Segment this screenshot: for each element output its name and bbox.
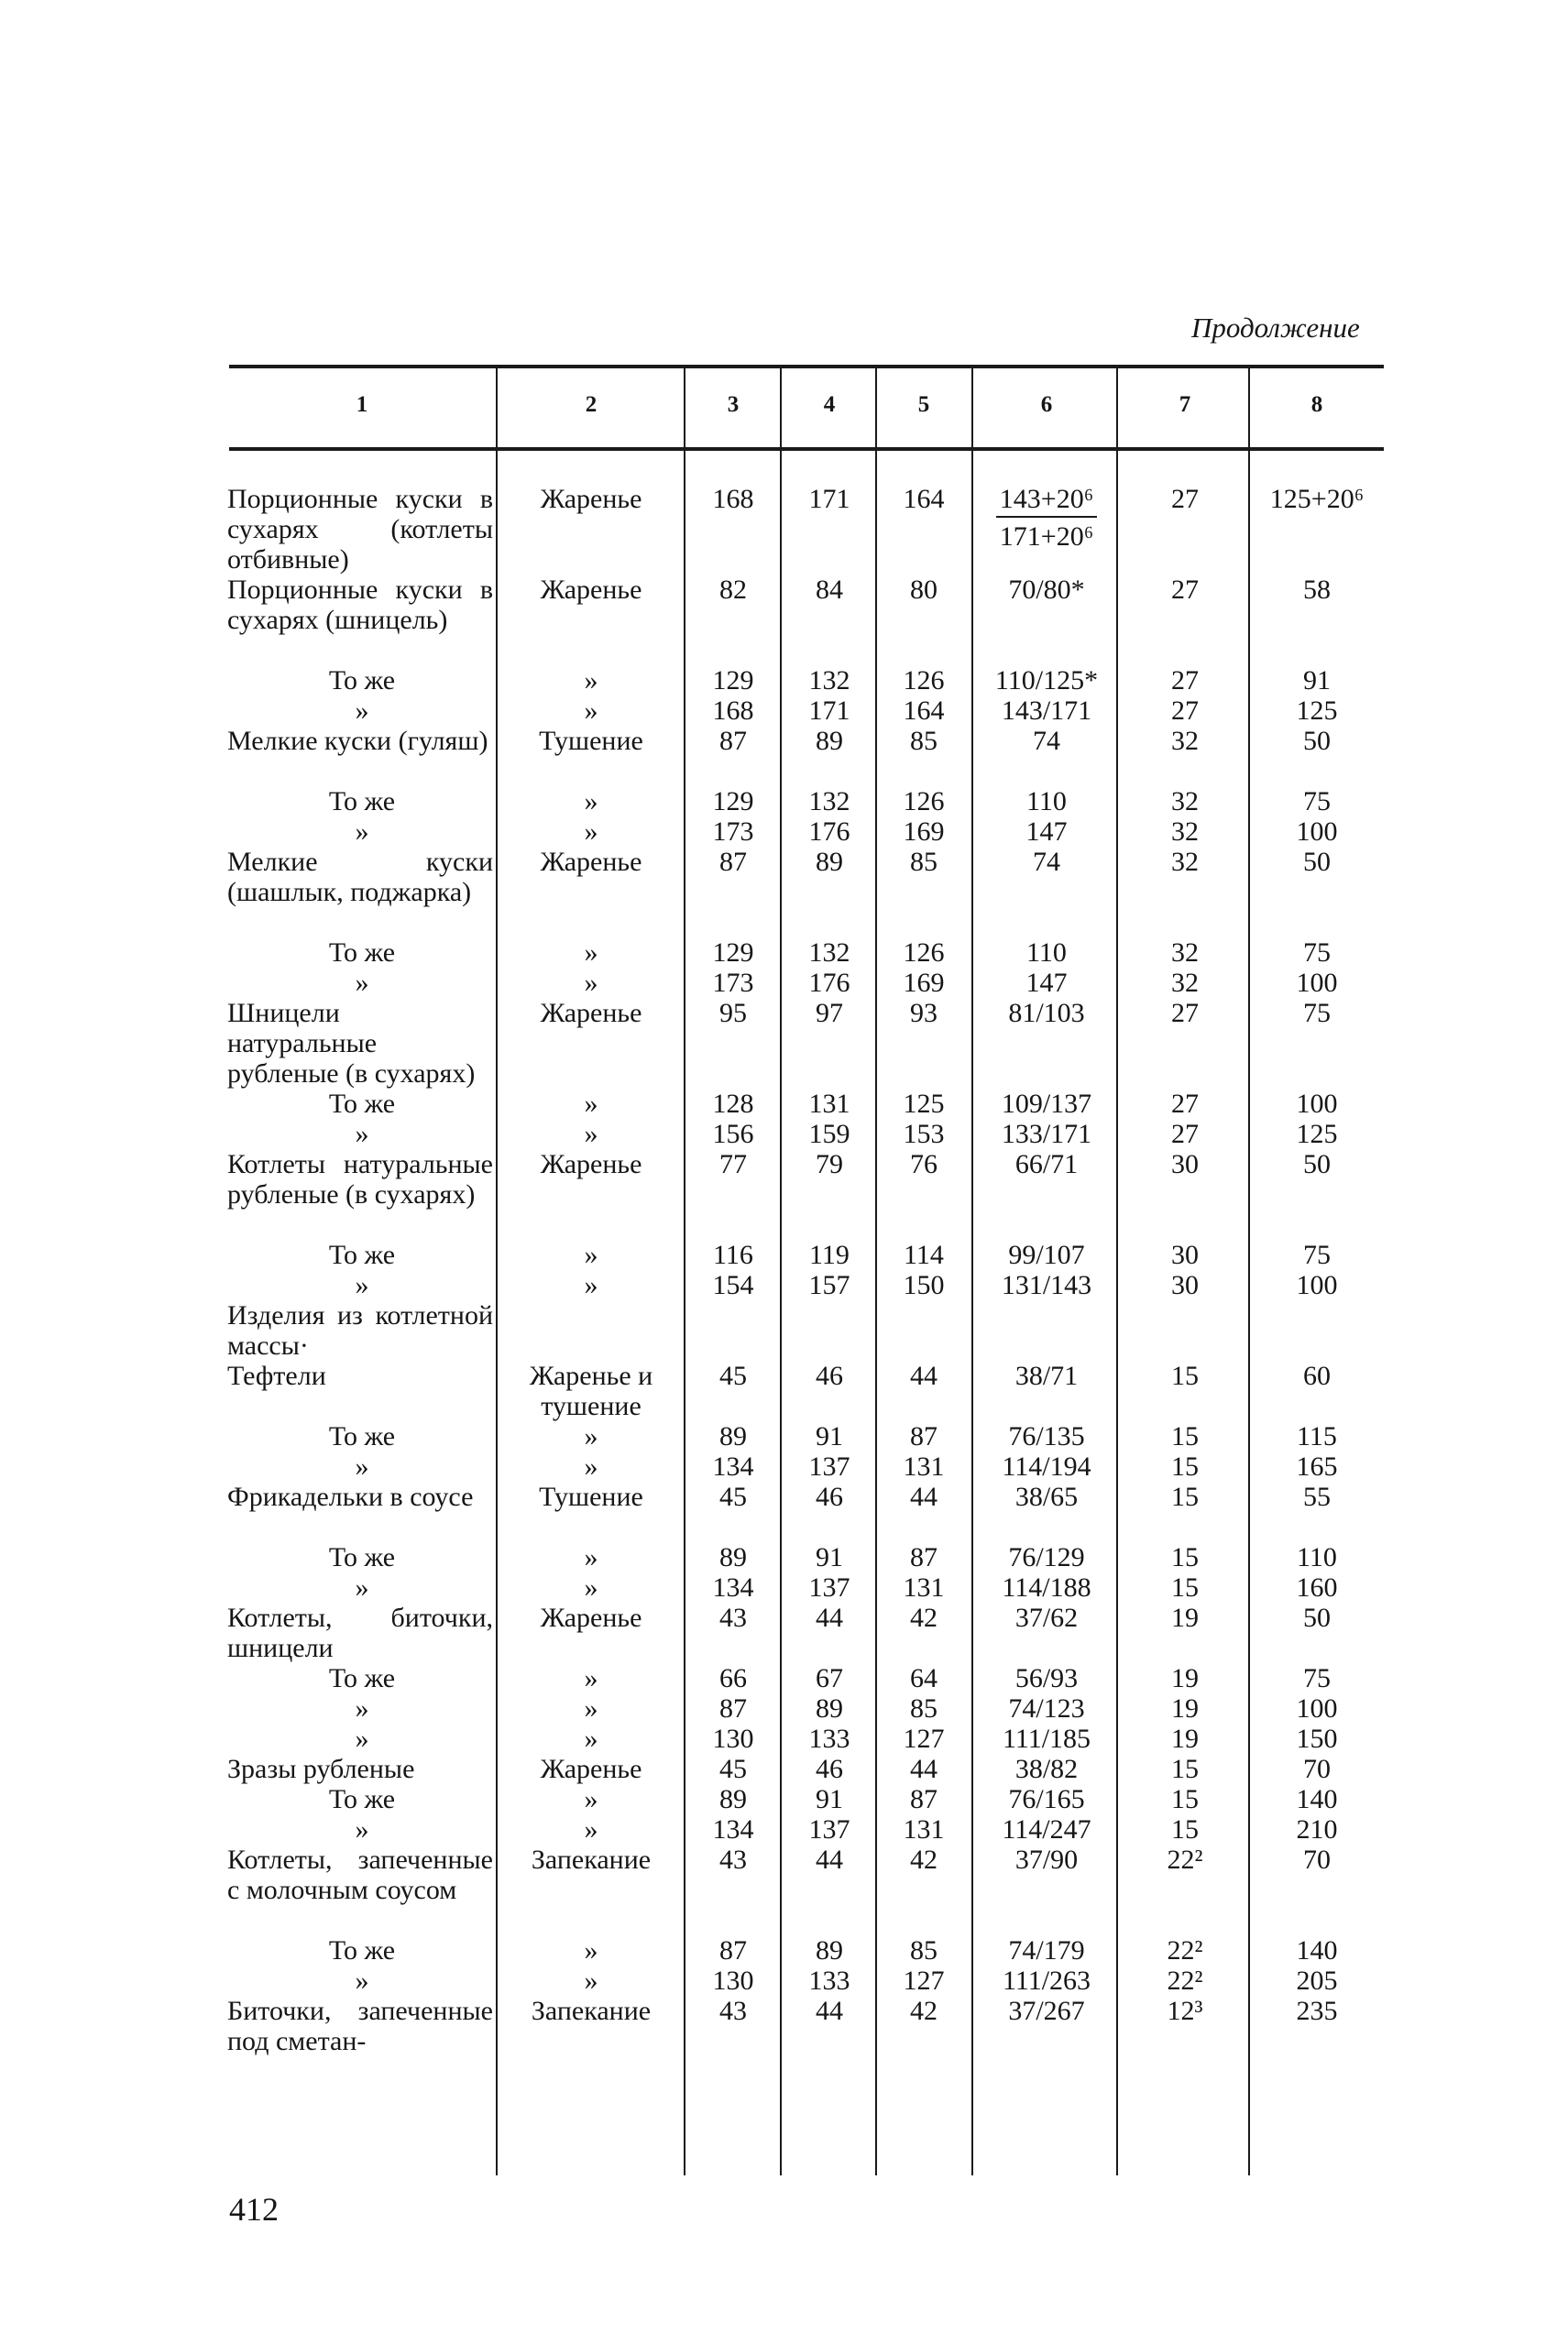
- cooking-method: »: [584, 1421, 598, 1451]
- column-header: 8: [1310, 392, 1323, 417]
- value-col8: 110: [1297, 1542, 1337, 1572]
- cooking-method: Жаренье: [540, 575, 642, 605]
- column-header: 5: [917, 392, 930, 417]
- value-col7: 19: [1171, 1663, 1199, 1693]
- cooking-method: »: [584, 786, 598, 816]
- continuation-label: Продолжение: [1191, 312, 1360, 344]
- value-col6: 109/137: [1001, 1089, 1092, 1119]
- cooking-method: Тушение: [539, 1482, 643, 1512]
- value-col4: 89: [816, 726, 843, 756]
- value-col5: 42: [910, 1603, 938, 1633]
- value-col6: 37/90: [1014, 1845, 1079, 1875]
- dish-name: То же: [328, 937, 396, 968]
- value-col3: 173: [712, 968, 754, 998]
- value-col7: 15: [1171, 1784, 1199, 1814]
- column-divider: [971, 368, 973, 2175]
- value-col8: 235: [1296, 1996, 1338, 2026]
- value-col4: 157: [808, 1270, 850, 1300]
- value-col7: 32: [1171, 968, 1199, 998]
- value-col7: 19: [1171, 1693, 1199, 1724]
- value-col6: 114/194: [1002, 1451, 1091, 1482]
- value-col5: 76: [910, 1149, 938, 1179]
- value-col6: 38/71: [1014, 1361, 1079, 1391]
- cooking-method: »: [584, 1240, 598, 1270]
- value-col4: 89: [816, 847, 843, 877]
- value-col5: 44: [910, 1754, 938, 1784]
- value-col3: 168: [712, 484, 754, 514]
- value-col4: 137: [808, 1814, 850, 1845]
- value-col3: 116: [713, 1240, 753, 1270]
- value-col5: 164: [903, 696, 945, 726]
- value-col5: 164: [903, 484, 945, 514]
- value-col5: 42: [910, 1996, 938, 2026]
- value-col3: 168: [712, 696, 754, 726]
- value-col7: 32: [1171, 937, 1199, 968]
- fraction-numerator: 143+20⁶: [996, 484, 1097, 518]
- value-col6: 74/123: [1008, 1693, 1085, 1724]
- cooking-method: »: [584, 1542, 598, 1572]
- value-col7: 27: [1171, 484, 1199, 514]
- value-col6: 99/107: [1008, 1240, 1085, 1270]
- value-col4: 131: [808, 1089, 850, 1119]
- cooking-method: Жаренье и тушение: [529, 1361, 653, 1421]
- value-col3: 43: [719, 1603, 747, 1633]
- dish-name: То же: [328, 1421, 396, 1451]
- value-col8: 50: [1303, 1149, 1331, 1179]
- value-col5: 85: [910, 847, 938, 877]
- value-col5: 127: [903, 1724, 945, 1754]
- value-col6: 110: [1026, 937, 1067, 968]
- cooking-method: Запекание: [531, 1996, 652, 2026]
- value-col3: 45: [719, 1754, 747, 1784]
- dish-name: Котлеты натуральные рубленые (в сухарях): [227, 1149, 493, 1210]
- value-col3: 129: [712, 937, 754, 968]
- value-col8: 100: [1296, 1270, 1338, 1300]
- value-col4: 91: [816, 1784, 843, 1814]
- dish-name: »: [355, 1270, 369, 1300]
- value-col6: 110: [1026, 786, 1067, 816]
- value-col8: 75: [1303, 937, 1331, 968]
- dish-name: »: [355, 1814, 369, 1845]
- cooking-method: Тушение: [539, 726, 643, 756]
- value-col8: 100: [1296, 968, 1338, 998]
- value-col3: 45: [719, 1361, 747, 1391]
- dish-name: Мелкие куски (гуляш): [227, 726, 488, 756]
- cooking-method: »: [584, 1693, 598, 1724]
- value-col5: 80: [910, 575, 938, 605]
- value-col6: 111/263: [1002, 1966, 1091, 1996]
- value-col7: 15: [1171, 1482, 1199, 1512]
- dish-name: Котлеты, биточки, шницели: [227, 1603, 493, 1663]
- value-col6: 70/80*: [1008, 575, 1085, 605]
- value-col3: 82: [719, 575, 747, 605]
- value-col4: 132: [808, 786, 850, 816]
- value-col3: 134: [712, 1572, 754, 1603]
- value-col5: 126: [903, 665, 945, 696]
- value-col8: 150: [1296, 1724, 1338, 1754]
- dish-name: Тефтели: [227, 1361, 326, 1391]
- value-col5: 114: [904, 1240, 944, 1270]
- section-heading: Изделия из котлетной массы·: [227, 1300, 493, 1361]
- value-col4: 46: [816, 1361, 843, 1391]
- value-col5: 85: [910, 1935, 938, 1966]
- dish-name: То же: [328, 1784, 396, 1814]
- value-col3: 89: [719, 1421, 747, 1451]
- cooking-method: Запекание: [531, 1845, 652, 1875]
- dish-name: То же: [328, 1089, 396, 1119]
- value-col8: 140: [1296, 1935, 1338, 1966]
- dish-name: Фрикадельки в соусе: [227, 1482, 474, 1512]
- value-col3: 89: [719, 1542, 747, 1572]
- cooking-method: »: [584, 1451, 598, 1482]
- header-bottom-rule: [229, 447, 1384, 451]
- dish-name: То же: [328, 1935, 396, 1966]
- cooking-method: Жаренье: [540, 1603, 642, 1633]
- dish-name: »: [355, 1572, 369, 1603]
- table-top-rule: [229, 365, 1384, 368]
- dish-name: Биточки, запеченные под сметан-: [227, 1996, 493, 2056]
- value-col6: 37/267: [1008, 1996, 1085, 2026]
- value-col6: 133/171: [1001, 1119, 1092, 1149]
- value-col4: 67: [816, 1663, 843, 1693]
- cooking-method: »: [584, 1966, 598, 1996]
- column-divider: [875, 368, 877, 2175]
- dish-name: Котлеты, запеченные с молочным соусом: [227, 1845, 493, 1905]
- dish-name: То же: [328, 665, 396, 696]
- value-col8: 75: [1303, 998, 1331, 1028]
- value-col3: 156: [712, 1119, 754, 1149]
- value-col6: 147: [1025, 816, 1068, 847]
- value-col7: 12³: [1167, 1996, 1203, 2026]
- value-col7: 32: [1171, 786, 1199, 816]
- value-col6: 131/143: [1001, 1270, 1092, 1300]
- dish-name: »: [355, 968, 369, 998]
- cooking-method: »: [584, 1089, 598, 1119]
- value-col8: 50: [1303, 847, 1331, 877]
- dish-name: »: [355, 1966, 369, 1996]
- value-col7: 15: [1171, 1754, 1199, 1784]
- value-col7: 27: [1171, 575, 1199, 605]
- value-col7: 27: [1171, 665, 1199, 696]
- value-col3: 173: [712, 816, 754, 847]
- value-col4: 44: [816, 1845, 843, 1875]
- value-col7: 27: [1171, 696, 1199, 726]
- value-col7: 22²: [1167, 1966, 1203, 1996]
- column-divider: [684, 368, 685, 2175]
- value-col7: 32: [1171, 847, 1199, 877]
- value-col6: 37/62: [1014, 1603, 1079, 1633]
- value-col6: 76/129: [1008, 1542, 1085, 1572]
- value-col8: 160: [1296, 1572, 1338, 1603]
- value-col6: 147: [1025, 968, 1068, 998]
- value-col8: 55: [1303, 1482, 1331, 1512]
- value-col6: 74: [1033, 847, 1060, 877]
- value-col6: 110/125*: [994, 665, 1099, 696]
- value-col3: 66: [719, 1663, 747, 1693]
- column-header: 1: [356, 392, 368, 417]
- cooking-method: Жаренье: [540, 847, 642, 877]
- value-col3: 129: [712, 665, 754, 696]
- value-col4: 137: [808, 1451, 850, 1482]
- value-col6: 56/93: [1014, 1663, 1079, 1693]
- value-col8: 60: [1303, 1361, 1331, 1391]
- value-col5: 85: [910, 1693, 938, 1724]
- value-col7: 27: [1171, 1119, 1199, 1149]
- value-col4: 89: [816, 1935, 843, 1966]
- column-divider: [780, 368, 782, 2175]
- value-col4: 79: [816, 1149, 843, 1179]
- value-col8: 140: [1296, 1784, 1338, 1814]
- value-col3: 154: [712, 1270, 754, 1300]
- value-col8: 70: [1303, 1754, 1331, 1784]
- value-col8: 205: [1296, 1966, 1338, 1996]
- cooking-method: Жаренье: [540, 1149, 642, 1179]
- cooking-method: »: [584, 816, 598, 847]
- value-col5: 131: [903, 1814, 945, 1845]
- value-col8: 75: [1303, 1663, 1331, 1693]
- value-col3: 134: [712, 1451, 754, 1482]
- cooking-method: »: [584, 937, 598, 968]
- value-col6: 76/135: [1008, 1421, 1085, 1451]
- value-col7: 32: [1171, 816, 1199, 847]
- column-header: 4: [823, 392, 836, 417]
- dish-name: То же: [328, 786, 396, 816]
- column-header: 7: [1179, 392, 1191, 417]
- value-col3: 45: [719, 1482, 747, 1512]
- value-col3: 130: [712, 1724, 754, 1754]
- dish-name: »: [355, 696, 369, 726]
- value-col3: 43: [719, 1996, 747, 2026]
- cooking-method: »: [584, 1663, 598, 1693]
- dish-name: То же: [328, 1663, 396, 1693]
- dish-name: Шницели натуральные рубленые (в сухарях): [227, 998, 476, 1089]
- value-col8: 50: [1303, 726, 1331, 756]
- value-col8: 100: [1296, 1089, 1338, 1119]
- value-col6: 76/165: [1008, 1784, 1085, 1814]
- value-col5: 87: [910, 1784, 938, 1814]
- value-col4: 84: [816, 575, 843, 605]
- value-col3: 77: [719, 1149, 747, 1179]
- value-col7: 15: [1171, 1814, 1199, 1845]
- value-col8: 75: [1303, 1240, 1331, 1270]
- value-col7: 15: [1171, 1451, 1199, 1482]
- cooking-method: »: [584, 1119, 598, 1149]
- value-col3: 128: [712, 1089, 754, 1119]
- page-number: 412: [229, 2191, 279, 2228]
- value-col3: 43: [719, 1845, 747, 1875]
- value-col8: 115: [1297, 1421, 1337, 1451]
- cooking-method: Жаренье: [540, 484, 642, 514]
- cooking-method: »: [584, 968, 598, 998]
- value-col6: 74/179: [1008, 1935, 1085, 1966]
- value-col7: 15: [1171, 1542, 1199, 1572]
- value-col8: 210: [1296, 1814, 1338, 1845]
- value-col6: 38/65: [1014, 1482, 1079, 1512]
- value-col7: 19: [1171, 1724, 1199, 1754]
- value-col8: 165: [1296, 1451, 1338, 1482]
- value-col4: 176: [808, 816, 850, 847]
- cooking-method: »: [584, 696, 598, 726]
- value-col8: 125: [1296, 696, 1338, 726]
- value-col5: 131: [903, 1572, 945, 1603]
- value-col7: 30: [1171, 1270, 1199, 1300]
- cooking-method: »: [584, 1270, 598, 1300]
- dish-name: »: [355, 1693, 369, 1724]
- value-col8: 70: [1303, 1845, 1331, 1875]
- value-col8: 58: [1303, 575, 1331, 605]
- value-col7: 15: [1171, 1421, 1199, 1451]
- value-col4: 132: [808, 937, 850, 968]
- value-col4: 159: [808, 1119, 850, 1149]
- value-col4: 137: [808, 1572, 850, 1603]
- dish-name: То же: [328, 1240, 396, 1270]
- column-divider: [496, 368, 498, 2175]
- value-col5: 87: [910, 1421, 938, 1451]
- cooking-method: »: [584, 1784, 598, 1814]
- value-col3: 130: [712, 1966, 754, 1996]
- value-col6: 66/71: [1014, 1149, 1079, 1179]
- value-col7: 30: [1171, 1240, 1199, 1270]
- value-col8: 100: [1296, 816, 1338, 847]
- dish-name: »: [355, 1119, 369, 1149]
- value-col6: 38/82: [1014, 1754, 1079, 1784]
- cooking-method: Жаренье: [540, 1754, 642, 1784]
- value-col7: 15: [1171, 1361, 1199, 1391]
- value-col6: 114/247: [1002, 1814, 1091, 1845]
- value-col5: 153: [903, 1119, 945, 1149]
- value-col7: 19: [1171, 1603, 1199, 1633]
- value-col3: 129: [712, 786, 754, 816]
- value-col5: 169: [903, 968, 945, 998]
- value-col5: 93: [910, 998, 938, 1028]
- value-col4: 89: [816, 1693, 843, 1724]
- value-col5: 131: [903, 1451, 945, 1482]
- cooking-method: »: [584, 1935, 598, 1966]
- value-col3: 87: [719, 1935, 747, 1966]
- dish-name: То же: [328, 1542, 396, 1572]
- cooking-method: Жаренье: [540, 998, 642, 1028]
- value-col6: 74: [1033, 726, 1060, 756]
- value-col4: 171: [808, 696, 850, 726]
- value-col7: 32: [1171, 726, 1199, 756]
- dish-name: »: [355, 1724, 369, 1754]
- value-col6: 81/103: [1008, 998, 1085, 1028]
- value-col3: 87: [719, 847, 747, 877]
- value-col4: 97: [816, 998, 843, 1028]
- value-col7: 22²: [1167, 1935, 1203, 1966]
- dish-name: Мелкие куски (шашлык, поджарка): [227, 847, 493, 907]
- column-header: 2: [585, 392, 598, 417]
- value-col5: 150: [903, 1270, 945, 1300]
- value-col3: 95: [719, 998, 747, 1028]
- dish-name: Порционные куски в сухарях (шницель): [227, 575, 493, 635]
- value-col6: 114/188: [1002, 1572, 1091, 1603]
- value-col5: 126: [903, 786, 945, 816]
- value-col4: 44: [816, 1996, 843, 2026]
- dish-name: Порционные куски в сухарях (котлеты отбивные): [227, 484, 493, 575]
- value-col5: 127: [903, 1966, 945, 1996]
- value-col4: 133: [808, 1966, 850, 1996]
- value-col4: 132: [808, 665, 850, 696]
- dish-name: »: [355, 816, 369, 847]
- value-col8: 91: [1303, 665, 1331, 696]
- value-col4: 176: [808, 968, 850, 998]
- value-col3: 134: [712, 1814, 754, 1845]
- value-col4: 46: [816, 1482, 843, 1512]
- value-col8: 125: [1296, 1119, 1338, 1149]
- cooking-method: »: [584, 665, 598, 696]
- value-col5: 169: [903, 816, 945, 847]
- value-col8: 50: [1303, 1603, 1331, 1633]
- cooking-method: »: [584, 1724, 598, 1754]
- value-col5: 87: [910, 1542, 938, 1572]
- value-col7: 27: [1171, 1089, 1199, 1119]
- column-header: 6: [1040, 392, 1053, 417]
- value-col7: 30: [1171, 1149, 1199, 1179]
- value-col6: [975, 484, 1118, 552]
- value-col4: 171: [808, 484, 850, 514]
- value-col7: 22²: [1167, 1845, 1203, 1875]
- value-col8: 100: [1296, 1693, 1338, 1724]
- column-header: 3: [727, 392, 740, 417]
- value-col8: 75: [1303, 786, 1331, 816]
- value-col4: 133: [808, 1724, 850, 1754]
- value-col6: 143/171: [1001, 696, 1092, 726]
- value-col5: 44: [910, 1361, 938, 1391]
- cooking-method: »: [584, 1572, 598, 1603]
- value-col4: 91: [816, 1421, 843, 1451]
- value-col5: 44: [910, 1482, 938, 1512]
- value-col3: 87: [719, 726, 747, 756]
- dish-name: »: [355, 1451, 369, 1482]
- value-col3: 87: [719, 1693, 747, 1724]
- value-col4: 46: [816, 1754, 843, 1784]
- value-col5: 42: [910, 1845, 938, 1875]
- cooking-method: »: [584, 1814, 598, 1845]
- value-col6: 111/185: [1002, 1724, 1091, 1754]
- value-col8: 125+20⁶: [1269, 484, 1365, 514]
- value-col4: 119: [809, 1240, 850, 1270]
- value-col5: 85: [910, 726, 938, 756]
- value-col5: 126: [903, 937, 945, 968]
- value-col3: 89: [719, 1784, 747, 1814]
- value-col4: 91: [816, 1542, 843, 1572]
- dish-name: Зразы рубленые: [227, 1754, 415, 1784]
- value-col7: 27: [1171, 998, 1199, 1028]
- value-col4: 44: [816, 1603, 843, 1633]
- value-col5: 125: [903, 1089, 945, 1119]
- fraction-denominator: 171+20⁶: [999, 521, 1094, 552]
- value-col7: 15: [1171, 1572, 1199, 1603]
- value-col5: 64: [910, 1663, 938, 1693]
